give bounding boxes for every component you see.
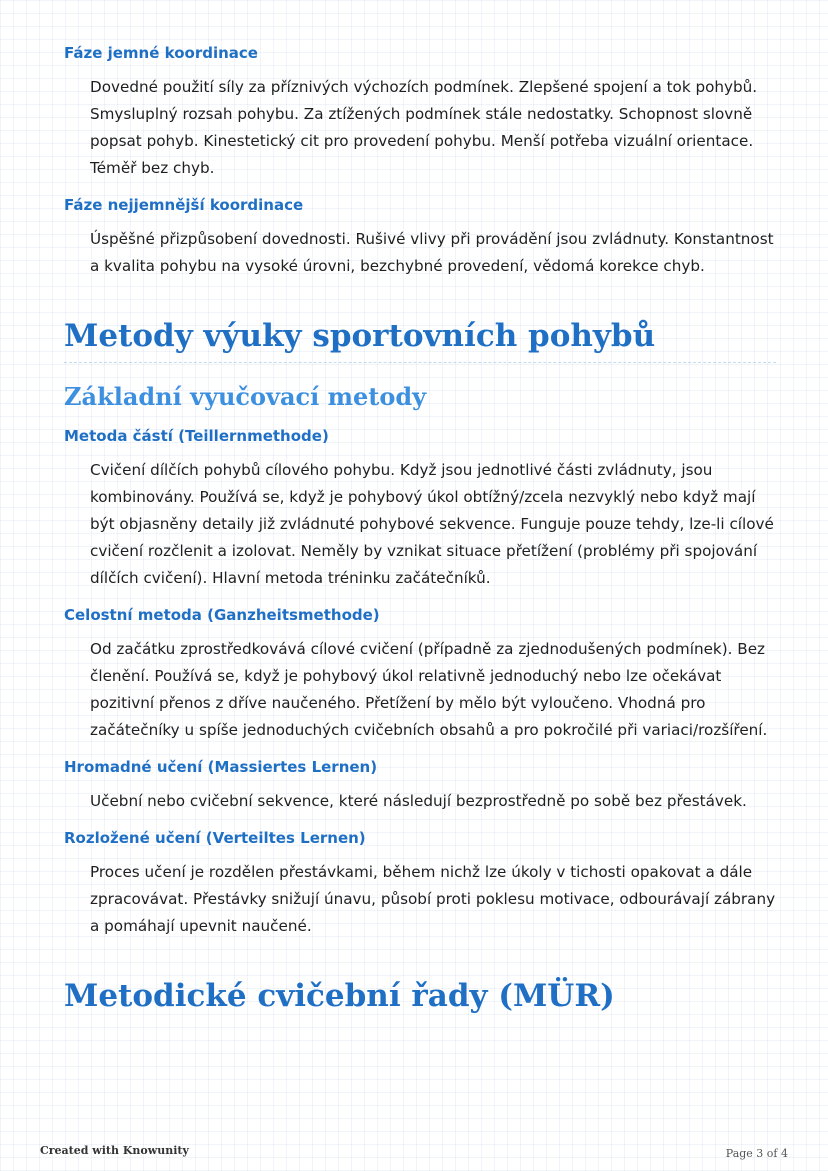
page-number: Page 3 of 4 xyxy=(725,1147,788,1160)
heading-basic-methods: Základní vyučovací metody xyxy=(64,382,427,411)
method-title-massed: Hromadné učení (Massiertes Lernen) xyxy=(64,758,378,776)
section-text-finest-coordination: Úspěšné přizpůsobení dovednosti. Rušivé vlivy při provádění jsou zvládnuty. Konstantnost a kvalita pohybu na vysoké úrovni, bezchybné provedení, vědomá korekce chyb. xyxy=(90,230,774,275)
heading-teaching-methods: Metody výuky sportovních pohybů xyxy=(64,316,776,363)
method-text-distributed: Proces učení je rozdělen přestávkami, během nichž lze úkoly v tichosti opakovat a dále zpracovávat. Přestávky snižují únavu, působí proti poklesu motivace, odbourávají zábrany a pomáhají upevnit naučené. xyxy=(90,863,776,935)
method-title-whole: Celostní metoda (Ganzheitsmethode) xyxy=(64,606,380,624)
section-text-fine-coordination: Dovedné použití síly za příznivých výchozích podmínek. Zlepšené spojení a tok pohybů. Smysluplný rozsah pohybu. Za ztížených podmínek stále nedostatky. Schopnost slovně popsat pohyb. Kinestetický cit pro provedení pohybu. Menší potřeba vizuální orientace. Téměř bez chyb. xyxy=(90,78,758,177)
page-content xyxy=(64,30,776,1022)
method-title-distributed: Rozložené učení (Verteiltes Lernen) xyxy=(64,829,366,847)
section-title-finest-coordination: Fáze nejjemnější koordinace xyxy=(64,196,304,214)
method-text-part: Cvičení dílčích pohybů cílového pohybu. Když jsou jednotlivé části zvládnuty, jsou kombinovány. Používá se, když je pohybový úkol obtížný/zcela nezvyklý nebo když mají být objasněny detaily již zvládnuté pohybové sekvence. Funguje pouze tehdy, lze-li cílové cvičení rozčlenit a izolovat. Neměly by vznikat situace přetížení (problémy při spojování dílčích cvičení). Hlavní metoda tréninku začátečníků. xyxy=(90,461,774,587)
heading-exercise-series: Metodické cvičební řady (MÜR) xyxy=(64,978,615,1014)
method-text-massed: Učební nebo cvičební sekvence, které následují bezprostředně po sobě bez přestávek. xyxy=(90,792,747,810)
section-title-fine-coordination: Fáze jemné koordinace xyxy=(64,44,258,62)
footer-credit: Created with Knowunity xyxy=(40,1144,189,1157)
method-title-part: Metoda částí (Teillernmethode) xyxy=(64,427,329,445)
method-text-whole: Od začátku zprostředkovává cílové cvičení (případně za zjednodušených podmínek). Bez členění. Používá se, když je pohybový úkol relativně jednoduchý nebo lze očekávat pozitivní přenos z dříve naučeného. Přetížení by mělo být vyloučeno. Vhodná pro začátečníky u spíše jednoduchých cvičebních obsahů a pro pokročilé při variaci/rozšíření. xyxy=(90,640,768,739)
